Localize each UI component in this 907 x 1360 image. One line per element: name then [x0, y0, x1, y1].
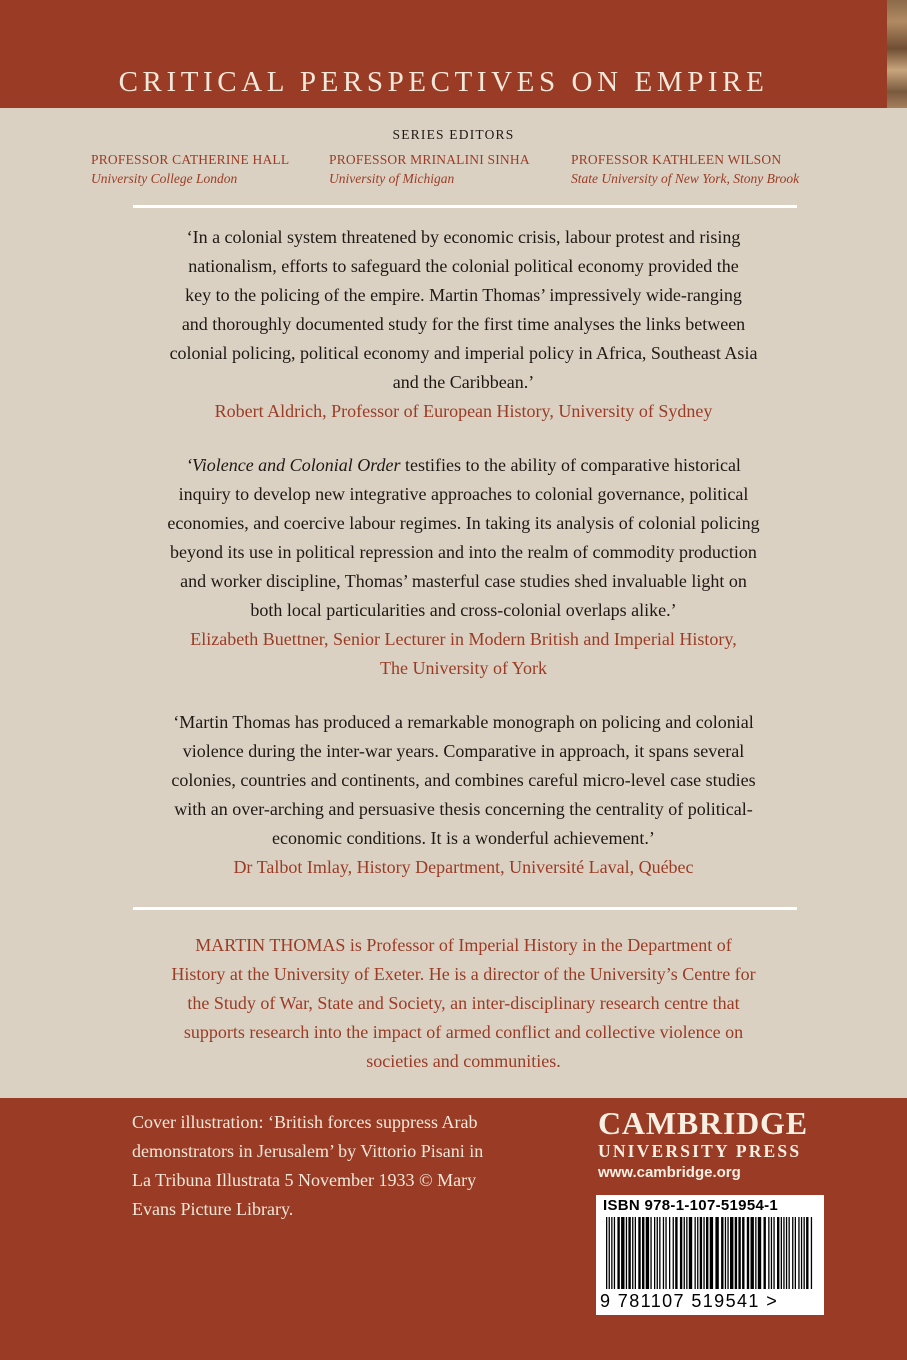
quote-attribution: Robert Aldrich, Professor of European History, University of Sydney — [214, 401, 713, 421]
barcode-bar — [742, 1217, 744, 1289]
barcode-bar — [703, 1217, 704, 1289]
quote-line: beyond its use in political repression and into the realm of commodity production — [170, 542, 757, 562]
barcode-bar — [755, 1217, 756, 1289]
review-quote-buettner — [120, 451, 807, 683]
barcode-bar — [706, 1217, 708, 1289]
quote-line: colonies, countries and continents, and combines careful micro-level case studies — [171, 770, 756, 790]
barcode-bar — [659, 1217, 660, 1289]
barcode-bar — [663, 1217, 664, 1289]
barcode-bar — [673, 1217, 674, 1289]
credit-line: La Tribuna Illustrata 5 November 1933 © Mary — [132, 1170, 477, 1190]
editor-affiliation: University College London — [91, 171, 238, 186]
bio-line: the Study of War, State and Society, an inter-disciplinary research centre that — [187, 993, 740, 1013]
quote-attribution: Dr Talbot Imlay, History Department, Université Laval, Québec — [233, 857, 694, 877]
barcode-bar — [764, 1217, 766, 1289]
barcode-bar — [626, 1217, 627, 1289]
barcode-bar — [781, 1217, 782, 1289]
quote-line: colonial policing, political economy and imperial policy in Africa, Southeast Asia — [169, 343, 758, 363]
barcode-bar — [642, 1217, 644, 1289]
quote-line: both local particularities and cross-colonial overlaps alike.’ — [250, 600, 677, 620]
barcode-bar — [804, 1217, 805, 1289]
quote-attribution: The University of York — [380, 658, 547, 678]
isbn-digits: 9 781107 519541 > — [600, 1291, 779, 1311]
quote-line: violence during the inter-war years. Comparative in approach, it spans several — [182, 741, 745, 761]
series-editor-wilson — [571, 150, 799, 188]
barcode-bar — [715, 1217, 718, 1289]
barcode-bar — [695, 1217, 696, 1289]
cover-illustration-edge — [887, 0, 907, 108]
series-title: CRITICAL PERSPECTIVES ON EMPIRE — [118, 66, 769, 98]
barcode-bar — [614, 1217, 615, 1289]
barcode-bar — [665, 1217, 666, 1289]
editor-affiliation: State University of New York, Stony Brook — [571, 171, 800, 186]
credit-line: Evans Picture Library. — [132, 1199, 294, 1219]
barcode-bar — [646, 1217, 649, 1289]
barcode-bar — [773, 1217, 774, 1289]
quote-line: economies, and coercive labour regimes. In taking its analysis of colonial policing — [167, 513, 760, 533]
barcode-bar — [747, 1217, 749, 1289]
barcode-bar — [811, 1217, 812, 1289]
quote-line-rest: testifies to the ability of comparative historical — [400, 455, 741, 475]
quote-line — [120, 451, 807, 480]
bio-line: supports research into the impact of armed conflict and collective violence on — [183, 1022, 744, 1042]
barcode-bar — [798, 1217, 799, 1289]
barcode-bar — [628, 1217, 630, 1289]
series-editor-sinha — [329, 150, 530, 188]
cover-credit — [132, 1108, 562, 1224]
quote-attribution: Elizabeth Buettner, Senior Lecturer in Modern British and Imperial History, — [190, 629, 737, 649]
barcode-bar — [727, 1217, 728, 1289]
divider-bottom — [133, 907, 797, 910]
barcode-bar — [609, 1217, 610, 1289]
barcode-bar — [725, 1217, 726, 1289]
quote-line: economic conditions. It is a wonderful achievement.’ — [272, 828, 655, 848]
barcode-bar — [730, 1217, 733, 1289]
review-quote-aldrich — [120, 223, 807, 426]
barcode-bar — [686, 1217, 687, 1289]
barcode-bar — [611, 1217, 612, 1289]
editor-affiliation: University of Michigan — [329, 171, 455, 186]
series-editors-label: SERIES EDITORS — [392, 127, 515, 142]
barcode-bar — [675, 1217, 677, 1289]
quote-line: and thoroughly documented study for the first time analyses the links between — [181, 314, 746, 334]
bio-line: History at the University of Exeter. He is a director of the University’s Centre for — [171, 964, 756, 984]
quote-line: and the Caribbean.’ — [392, 372, 535, 392]
barcode-bar — [792, 1217, 793, 1289]
quote-line: inquiry to develop new integrative approaches to colonial governance, political — [178, 484, 749, 504]
quote-line: ‘Martin Thomas has produced a remarkable monograph on policing and colonial — [173, 712, 754, 732]
credit-line: Cover illustration: ‘British forces suppress Arab — [132, 1112, 478, 1132]
barcode-bar — [617, 1217, 619, 1289]
barcode-bar — [635, 1217, 636, 1289]
barcode-bar — [710, 1217, 713, 1289]
barcode-bar — [638, 1217, 640, 1289]
isbn-barcode-box — [596, 1195, 824, 1315]
barcode-bar — [751, 1217, 754, 1289]
series-editor-hall — [91, 150, 289, 188]
barcode-bar — [735, 1217, 737, 1289]
barcode-bar — [654, 1217, 655, 1289]
barcode-bar — [621, 1217, 624, 1289]
quote-line: and worker discipline, Thomas’ masterful case studies shed invaluable light on — [180, 571, 747, 591]
barcode-bar — [768, 1217, 769, 1289]
barcode-bar — [801, 1217, 802, 1289]
quote-line: ‘In a colonial system threatened by economic crisis, labour protest and rising — [186, 227, 741, 247]
author-bio — [120, 931, 807, 1076]
book-title: ‘Violence and Colonial Order — [186, 455, 401, 475]
barcode-bar — [697, 1217, 698, 1289]
review-quote-imlay — [120, 708, 807, 882]
barcode-bar — [632, 1217, 633, 1289]
barcode-bar — [700, 1217, 702, 1289]
barcode-bar — [669, 1217, 670, 1289]
editor-name: PROFESSOR CATHERINE HALL — [91, 152, 290, 167]
bio-line: societies and communities. — [366, 1051, 561, 1071]
barcode-bar — [657, 1217, 658, 1289]
publisher-logo — [598, 1107, 808, 1183]
publisher-name: CAMBRIDGE — [598, 1105, 808, 1141]
barcode-bar — [721, 1217, 723, 1289]
divider-top — [133, 205, 797, 208]
quote-line: with an over-arching and persuasive thesis concerning the centrality of political- — [174, 799, 753, 819]
barcode-bar — [689, 1217, 692, 1289]
bio-line: MARTIN THOMAS is Professor of Imperial History in the Department of — [195, 935, 732, 955]
barcode-bar — [777, 1217, 779, 1289]
quote-line: nationalism, efforts to safeguard the colonial political economy provided the — [188, 256, 739, 276]
barcode-bar — [795, 1217, 796, 1289]
barcode-bar — [758, 1217, 761, 1289]
barcode-bar — [771, 1217, 772, 1289]
barcode-bar — [680, 1217, 682, 1289]
isbn-label: ISBN 978-1-107-51954-1 — [603, 1197, 779, 1214]
barcode-bar — [684, 1217, 685, 1289]
barcode-bar — [783, 1217, 784, 1289]
barcode-bar — [606, 1217, 607, 1289]
barcode-bar — [738, 1217, 740, 1289]
barcode-bar — [786, 1217, 787, 1289]
barcode-bar — [789, 1217, 790, 1289]
publisher-website: www.cambridge.org — [598, 1164, 741, 1181]
quote-line: key to the policing of the empire. Martin Thomas’ impressively wide-ranging — [185, 285, 742, 305]
editor-name: PROFESSOR KATHLEEN WILSON — [571, 152, 782, 167]
publisher-subtitle: UNIVERSITY PRESS — [598, 1141, 802, 1161]
credit-line: demonstrators in Jerusalem’ by Vittorio Pisani in — [132, 1141, 484, 1161]
barcode-bar — [806, 1217, 808, 1289]
barcode-bar — [650, 1217, 651, 1289]
editor-name: PROFESSOR MRINALINI SINHA — [329, 152, 530, 167]
